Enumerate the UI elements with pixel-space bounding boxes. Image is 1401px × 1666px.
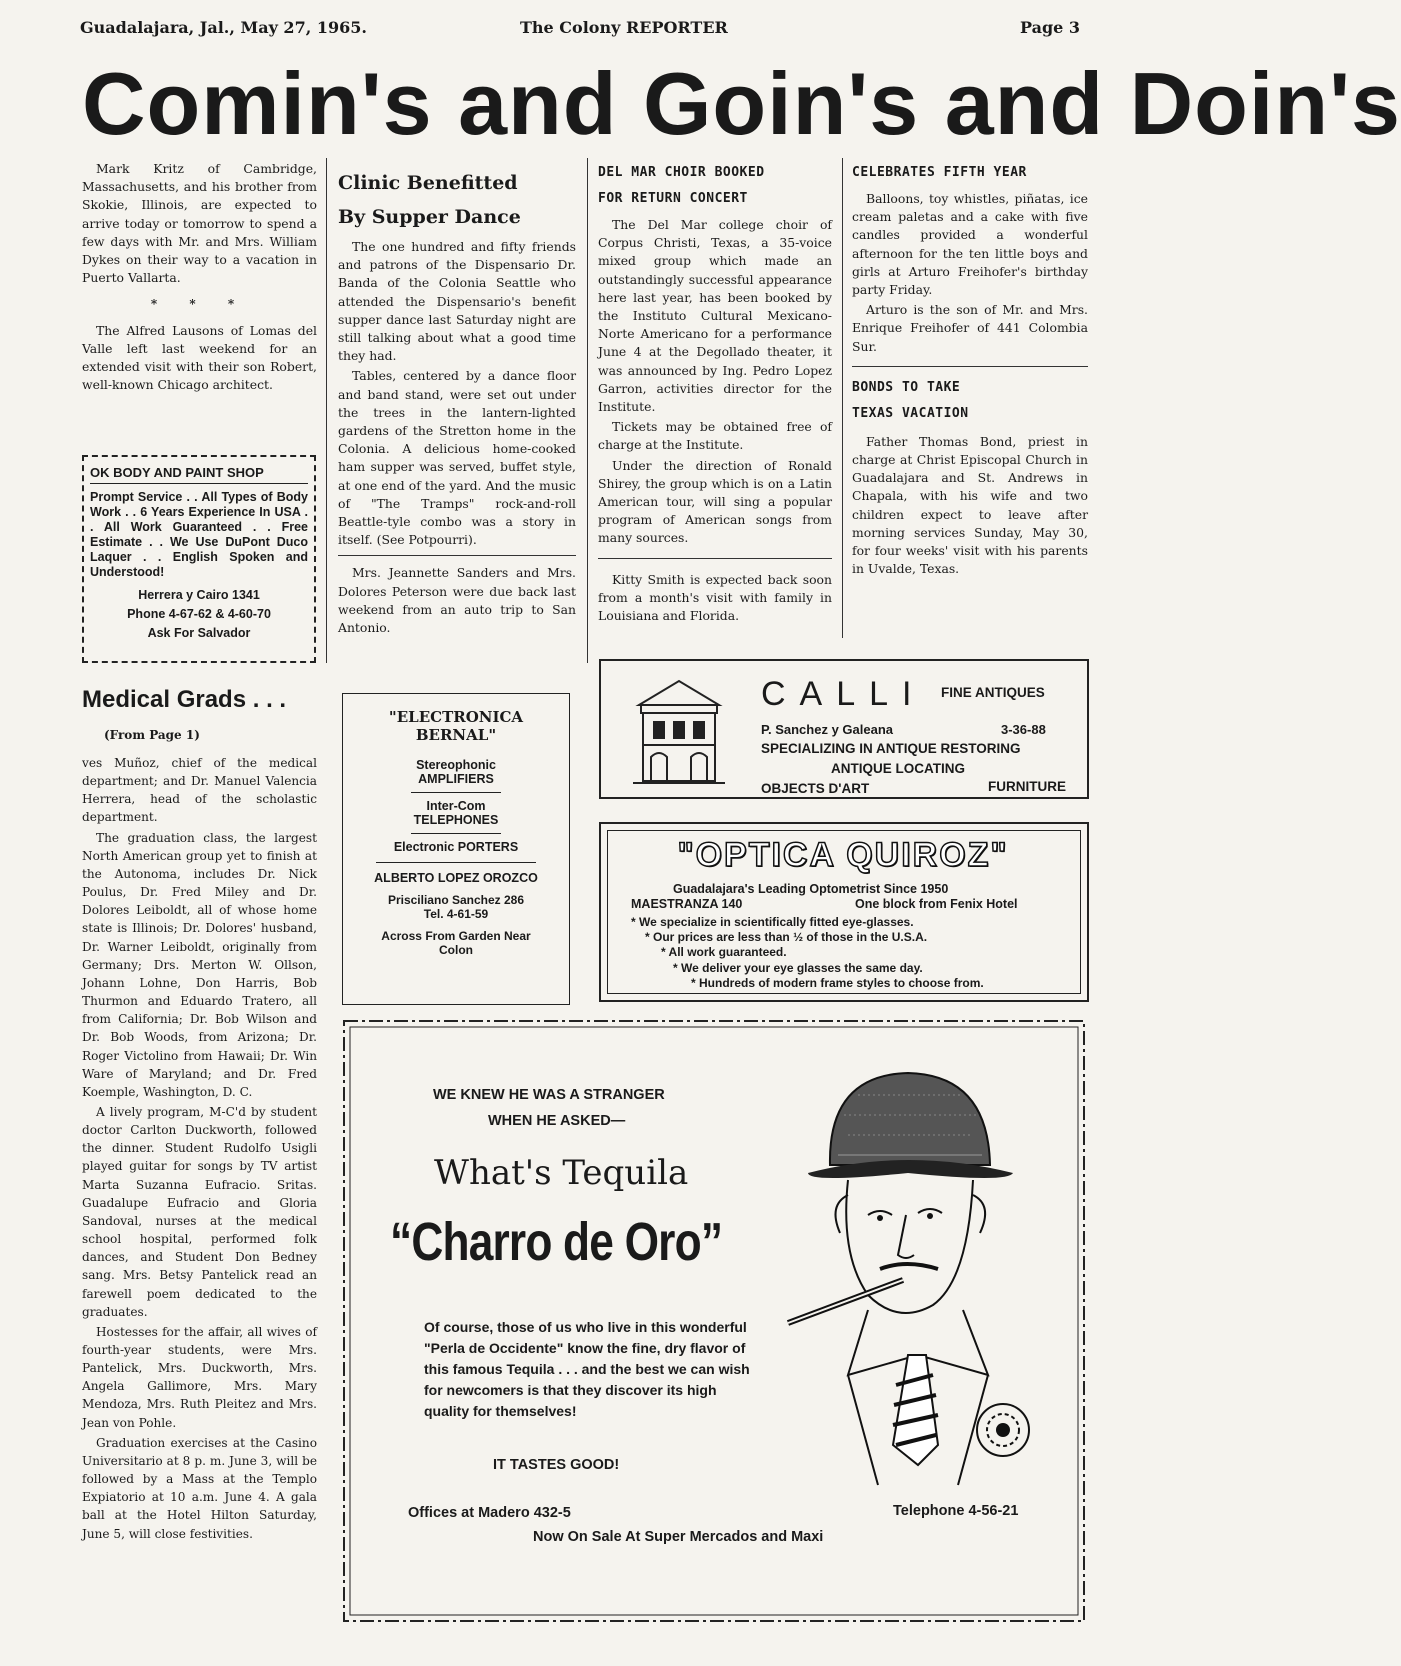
colonial-building-illustration (629, 675, 729, 787)
ad-location: Across From Garden Near Colon (381, 929, 531, 957)
choir-headline-2: FOR RETURN CONCERT (598, 191, 748, 206)
separator-stars: * * * (150, 297, 249, 312)
ad-line: SPECIALIZING IN ANTIQUE RESTORING (761, 741, 1021, 756)
paragraph: ves Muñoz, chief of the medical department; and Dr. Manuel Valencia Herrera, head of the scholastic department. (82, 756, 317, 825)
fifth-year-article (852, 160, 1088, 580)
ad-contact: Ask For Salvador (147, 626, 251, 640)
bonds-headline-2: TEXAS VACATION (852, 405, 969, 421)
clinic-article (338, 166, 576, 639)
ad-line: Inter-Com (426, 799, 486, 813)
paragraph: Hostesses for the affair, all wives of fourth-year students, were Mrs. Pantelick, Mrs. Duckworth, Mrs. Angela Gallimore, Mrs. Mary Mendoza, Mrs. Ruth Pleitez and Mrs. Jean von Pohle. (82, 1324, 317, 1430)
brand-name: “Charro de Oro” (390, 1212, 723, 1272)
ad-location: One block from Fenix Hotel (855, 897, 1018, 911)
paragraph: Mrs. Jeannette Sanders and Mrs. Dolores Peterson were due back last weekend from an auto trip to San Antonio. (338, 565, 576, 636)
ad-line: FURNITURE (988, 779, 1066, 794)
ad-address: Offices at Madero 432-5 (408, 1505, 571, 1521)
item-lausons: The Alfred Lausons of Lomas del Valle left last weekend for an extended visit with their son Robert, well-known Chicago architect. (82, 322, 317, 393)
paragraph: Arturo is the son of Mr. and Mrs. Enrique Freihofer of 441 Colombia Sur. (852, 302, 1088, 354)
ad-address: Herrera y Cairo 1341 (138, 588, 260, 602)
header-dateline: Guadalajara, Jal., May 27, 1965. (80, 18, 367, 37)
ad-slogan: IT TASTES GOOD! (493, 1457, 620, 1473)
ad-tagline: Guadalajara's Leading Optometrist Since 1950 (673, 882, 949, 896)
ad-title: OK BODY AND PAINT SHOP (90, 465, 308, 484)
ad-line: Stereophonic (416, 758, 496, 772)
fifth-year-headline: CELEBRATES FIFTH YEAR (852, 165, 1027, 180)
paragraph: The Del Mar college choir of Corpus Christi, Texas, a 35-voice mixed group which made an outstandingly successful appearance here last year, has been booked by the Instituto Cultural Mexicano-Norte Americano for a performance June 4 at the Degollado theater, it was announced by Ing. Pedro Lopez Garron, activities director for the Institute. (598, 217, 832, 415)
ad-line: TELEPHONES (413, 813, 499, 827)
column-rule (326, 158, 327, 663)
ad-title: "ELECTRONICA BERNAL" (388, 708, 524, 744)
paragraph: Tables, centered by a dance floor and band stand, were set out under the trees in the lantern-lighted gardens of the Stretton home in the Colonia. A delicious home-cooked ham supper was served, buffet style, at one end of the yard. And the music of "The Tramps" rock-and-roll Beattle-tyle combo was a story in itself. (See Potpourri). (338, 368, 576, 548)
ad-bullet: * All work guaranteed. (661, 945, 787, 959)
paragraph: The graduation class, the largest North American group yet to finish at the Autonoma, includes Dr. Nick Poulus, Dr. Fred Miley and Dr. Dolores Leiboldt, all of whose home state is Illinois; Dr. Dolores' husband, Dr. Warner Leiboldt, originally from Germany; Drs. Merton W. Ollson, Johann Lohne, Don Harris, Bob Thurmon and Eduardo Tratero, all from California; Dr. Bob Wilson and Dr. Bob Woods, from Arizona; Dr. Roger Victolino from Hawaii; Dr. Win Ware of Maryland; and Dr. Fred Koemple, Washington, D. C. (82, 830, 317, 1099)
column-rule (842, 158, 843, 638)
calli-antiques-ad (599, 659, 1089, 799)
ad-bullet: * We specialize in scientifically fitted eye-glasses. (631, 915, 914, 929)
page-headline: Comin's and Goin's and Doin's (82, 54, 1401, 153)
paragraph: Father Thomas Bond, priest in charge at Christ Episcopal Church in Guadalajara and St. Andrews in Chapala, with his wife and two children expect to leave after morning services Sunday, May 30, for four weeks' visit with his parents in Uvalde, Texas. (852, 433, 1088, 577)
ad-body: Of course, those of us who live in this wonderful "Perla de Occidente" know the fine, dry flavor of this famous Tequila . . . and the best we can wish for newcomers is that they discover its high quality for themselves! (424, 1319, 750, 1419)
paragraph: Balloons, toy whistles, piñatas, ice cream paletas and a cake with five candles provided a wonderful afternoon for the ten little boys and girls at Arturo Freihofer's birthday party Friday. (852, 191, 1088, 298)
ad-address: Prisciliano Sanchez 286 (387, 893, 525, 907)
ad-line: WE KNEW HE WAS A STRANGER (433, 1087, 665, 1103)
divider (376, 862, 536, 863)
paragraph: Tickets may be obtained free of charge at the Institute. (598, 419, 832, 453)
ad-line: WHEN HE ASKED— (488, 1113, 626, 1129)
item-kritz: Mark Kritz of Cambridge, Massachusetts, and his brother from Skokie, Illinois, are expected to arrive today or tomorrow to spend a few days with Mr. and Mrs. William Dykes on their way to a vacation in Puerto Vallarta. (82, 161, 317, 286)
charro-de-oro-ad (338, 1015, 1090, 1627)
ad-line: Electronic PORTERS (393, 840, 519, 854)
ad-address: MAESTRANZA 140 (631, 897, 743, 911)
medical-grads-title: Medical Grads . . . (82, 686, 287, 713)
ad-phone: 3-36-88 (1001, 722, 1046, 737)
paragraph: A lively program, M-C'd by student doctor Carlton Duckworth, followed the dinner. Student Rudolfo Usigli played guitar for songs by TV artist Marta Suzanna Eufracio. Sritas. Guadalupe Eufracio and Gloria Sandoval, nurses at the medical school hospital, performed folk dances, and Student Don Bedney sang. Mrs. Betsy Pantelick read an farewell poem dedicated to the graduates. (82, 1104, 317, 1319)
header-paper-name: The Colony REPORTER (520, 18, 728, 37)
paragraph: Graduation exercises at the Casino Universitario at 8 p. m. June 3, will be followed by a Mass at the Templo Expiatorio at 10 a.m. June 4. A gala ball at the Hotel Hilton Saturday, June 5, will close festivities. (82, 1435, 317, 1541)
paragraph: Kitty Smith is expected back soon from a month's visit with family in Louisiana and Florida. (598, 571, 832, 624)
ad-availability: Now On Sale At Super Mercados and Maxi (533, 1529, 824, 1545)
clinic-headline-2: By Supper Dance (338, 206, 521, 228)
choir-article (598, 160, 832, 627)
medical-grads-article (82, 754, 317, 1545)
ad-bullet: * Our prices are less than ½ of those in the U.S.A. (645, 930, 928, 944)
item-rule (598, 558, 832, 559)
medical-grads-jump: (From Page 1) (104, 728, 200, 742)
item-rule (338, 555, 576, 556)
column-rule (587, 158, 588, 663)
ad-phone: Telephone 4-56-21 (893, 1503, 1019, 1519)
ad-address: P. Sanchez y Galeana (761, 722, 893, 737)
ad-bullet: * Hundreds of modern frame styles to choose from. (691, 976, 984, 990)
ad-owner: ALBERTO LOPEZ OROZCO (374, 871, 538, 885)
ad-question: What's Tequila (434, 1153, 689, 1193)
calli-logo-text: CALLI (761, 675, 926, 713)
divider (411, 792, 501, 793)
gentleman-caricature-illustration (768, 1055, 1068, 1485)
ad-tagline: FINE ANTIQUES (941, 685, 1045, 700)
ad-line: AMPLIFIERS (418, 772, 494, 786)
column-society (82, 160, 317, 396)
electronica-bernal-ad (342, 693, 570, 1005)
choir-headline-1: DEL MAR CHOIR BOOKED (598, 165, 765, 180)
header-page-number: Page 3 (1020, 18, 1081, 37)
divider (411, 833, 501, 834)
ad-phone: Phone 4-67-62 & 4-60-70 (127, 607, 271, 621)
clinic-headline-1: Clinic Benefitted (338, 172, 518, 194)
ad-line: OBJECTS D'ART (761, 781, 870, 796)
optica-quiroz-ad (599, 822, 1089, 1002)
bonds-headline-1: BONDS TO TAKE (852, 379, 961, 395)
ok-body-shop-ad (82, 455, 316, 663)
ad-line: ANTIQUE LOCATING (831, 761, 965, 776)
ad-phone: Tel. 4-61-59 (423, 907, 489, 921)
optica-logo-text: "OPTICA QUIROZ" (677, 836, 1009, 874)
item-rule (852, 366, 1088, 367)
ad-body: Prompt Service . . All Types of Body Work . . 6 Years Experience In USA . . All Work Guaranteed . . Free Estimate . . We Use DuPont Duco Laquer . . English Spoken and Understood! (90, 490, 308, 579)
paragraph: The one hundred and fifty friends and patrons of the Dispensario Dr. Banda of the Colonia Seattle who attended the Dispensario's benefit supper dance last Saturday night are still talking about what a good time they had. (338, 239, 576, 364)
paragraph: Under the direction of Ronald Shirey, the group which is on a Latin American tour, will sing a popular program of American songs from many sources. (598, 457, 832, 546)
ad-bullet: * We deliver your eye glasses the same day. (673, 961, 923, 975)
